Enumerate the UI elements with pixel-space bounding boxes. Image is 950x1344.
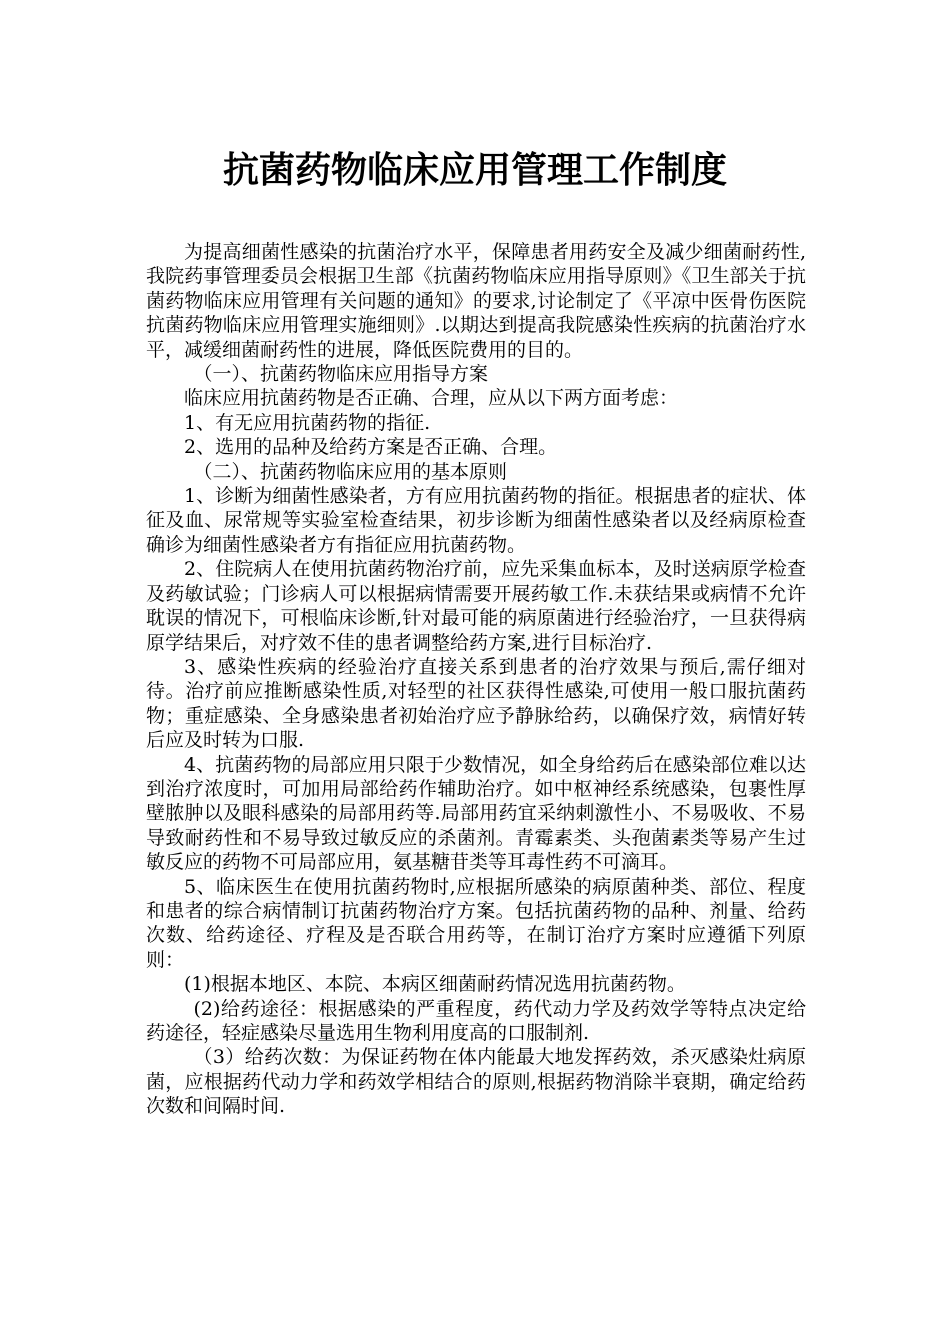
section-heading-1: （一）、抗菌药物临床应用指导方案	[193, 363, 489, 386]
list-item: 2、选用的品种及给药方案是否正确、合理。	[184, 436, 558, 459]
document-title: 抗菌药物临床应用管理工作制度	[222, 149, 727, 191]
section-heading-2: （二）、抗菌药物临床应用的基本原则	[193, 460, 508, 483]
principle-1: 1、诊断为细菌性感染者，方有应用抗菌药物的指征。根据患者的症状、体征及血、尿常规等实验室检查结果，初步诊断为细菌性感染者以及经病原检查确诊为细菌性感染者方有指征应用抗菌药物。	[146, 485, 806, 556]
principle-4: 4、抗菌药物的局部应用只限于少数情况，如全身给药后在感染部位难以达到治疗浓度时，可加用局部给药作辅助治疗。如中枢神经系统感染，包裹性厚壁脓肿以及眼科感染的局部用药等.局部用药宜采纳刺激性小、不易吸收、不易导致耐药性和不易导致过敏反应的杀菌剂。青霉素类、头孢菌素类等易产生过敏反应的药物不可局部应用，氨基糖苷类等耳毒性药不可滴耳。	[146, 753, 806, 874]
sub-principle-3: （3）给药次数：为保证药物在体内能最大地发挥药效，杀灭感染灶病原菌，应根据药代动力学和药效学相结合的原则,根据药物消除半衰期，确定给药次数和间隔时间.	[146, 1046, 806, 1118]
paragraph: 临床应用抗菌药物是否正确、合理，应从以下两方面考虑：	[184, 387, 679, 410]
list-item: 1、有无应用抗菌药物的指征.	[184, 411, 431, 434]
principle-5: 5、临床医生在使用抗菌药物时,应根据所感染的病原菌种类、部位、程度和患者的综合病情制订抗菌药物治疗方案。包括抗菌药物的品种、剂量、给药次数、给药途径、疗程及是否联合用药等，在制订治疗方案时应遵循下列原则：	[146, 875, 806, 971]
principle-3: 3、感染性疾病的经验治疗直接关系到患者的治疗效果与预后,需仔细对待。治疗前应推断感染性质,对轻型的社区获得性感染,可使用一般口服抗菌药物；重症感染、全身感染患者初始治疗应予静脉给药，以确保疗效，病情好转后应及时转为口服.	[146, 655, 806, 752]
paragraph-intro: 为提高细菌性感染的抗菌治疗水平，保障患者用药安全及减少细菌耐药性,我院药事管理委员会根据卫生部《抗菌药物临床应用指导原则》《卫生部关于抗菌药物临床应用管理有关问题的通知》的要求,讨论制定了《平凉中医骨伤医院抗菌药物临床应用管理实施细则》.以期达到提高我院感染性疾病的抗菌治疗水平，减缓细菌耐药性的进展，降低医院费用的目的。	[146, 241, 806, 361]
principle-2: 2、住院病人在使用抗菌药物治疗前，应先采集血标本，及时送病原学检查及药敏试验；门诊病人可以根据病情需要开展药敏工作.未获结果或病情不允许耽误的情况下，可根临床诊断,针对最可能的病原菌进行经验治疗，一旦获得病原学结果后，对疗效不佳的患者调整给药方案,进行目标治疗.	[146, 558, 806, 654]
document-body	[146, 240, 806, 1119]
sub-principle-1: (1)根据本地区、本院、本病区细菌耐药情况选用抗菌药物。	[184, 973, 686, 996]
sub-principle-2: (2)给药途径：根据感染的严重程度，药代动力学及药效学等特点决定给药途径，轻症感染尽量选用生物利用度高的口服制剂.	[146, 997, 806, 1044]
